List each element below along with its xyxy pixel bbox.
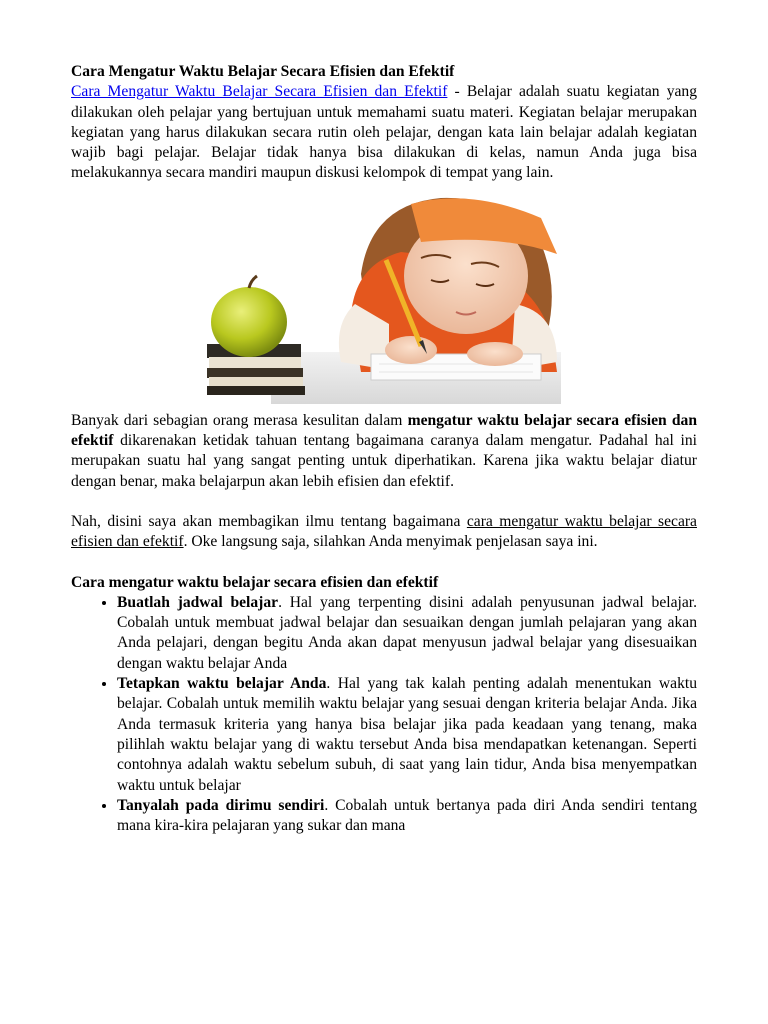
tip-title: Tanyalah pada dirimu sendiri: [117, 796, 325, 814]
tips-subheading: Cara mengatur waktu belajar secara efisien dan efektif: [71, 573, 439, 591]
tip-text: . Hal yang terpenting disini adalah penyusunan jadwal belajar. Cobalah untuk membuat jadwal belajar dan sesuaikan dengan jumlah pelajaran yang akan Anda pelajari, dengan begitu Anda akan dapat menyusun jadwal belajar yang disesuaikan dengan waktu belajar Anda: [117, 593, 697, 672]
list-item: [117, 796, 697, 837]
para3-text-start: Nah, disini saya akan membagikan ilmu tentang bagaimana: [71, 512, 467, 530]
para2-text-end: dikarenakan ketidak tahuan tentang bagaimana caranya dalam mengatur. Padahal hal ini merupakan suatu hal yang sangat penting untuk diperhatikan. Karena jika waktu belajar diatur dengan benar, maka belajarpun akan lebih efisien dan efektif.: [71, 432, 697, 490]
paragraph-difficulty: [71, 411, 697, 492]
intro-paragraph: [71, 82, 697, 183]
article-body: [71, 62, 697, 836]
tip-title: Tetapkan waktu belajar Anda: [117, 675, 327, 693]
paragraph-intro-tips: [71, 512, 697, 553]
tips-list: [71, 593, 697, 837]
tip-text: . Cobalah untuk bertanya pada diri Anda sendiri tentang mana kira-kira pelajaran yang sukar dan mana: [117, 796, 697, 835]
list-item: [117, 674, 697, 796]
girl-studying-with-apple-and-books-illustration: [71, 194, 697, 406]
girl-studying-illustration: [71, 194, 697, 406]
list-item: [117, 593, 697, 674]
intro-text: - Belajar adalah suatu kegiatan yang dilakukan oleh pelajar yang bertujuan untuk memahami suatu materi. Kegiatan belajar merupakan kegiatan yang harus dilakukan secara rutin oleh pelajar, dengan kata lain belajar adalah kegiatan wajib bagi pelajar. Belajar tidak hanya bisa dilakukan di kelas, namun Anda juga bisa melakukannya secara mandiri maupun diskusi kelompok di tempat yang lain.: [71, 83, 698, 182]
article-link[interactable]: Cara Mengatur Waktu Belajar Secara Efisien dan Efektif: [71, 83, 448, 101]
tip-text: . Hal yang tak kalah penting adalah menentukan waktu belajar. Cobalah untuk memilih waktu belajar yang sesuai dengan kriteria belajar Anda. Jika Anda termasuk kriteria yang hanya bisa belajar jika pada keadaan yang tenang, maka pilihlah waktu belajar yang di waktu tersebut Anda bisa mendapatkan ketenangan. Seperti contohnya adalah waktu sebelum subuh, di saat yang lain tidur, Anda bisa menyempatkan waktu untuk belajar: [117, 675, 697, 794]
cara-mengatur-link[interactable]: cara mengatur waktu belajar secara efisien dan efektif: [71, 512, 697, 551]
article-title: Cara Mengatur Waktu Belajar Secara Efisien dan Efektif: [71, 63, 455, 80]
tip-title: Buatlah jadwal belajar: [117, 593, 279, 611]
para2-text-start: Banyak dari sebagian orang merasa kesulitan dalam: [71, 411, 408, 429]
para2-bold-phrase: mengatur waktu belajar secara efisien dan efektif: [71, 411, 697, 450]
para3-text-end: . Oke langsung saja, silahkan Anda menyimak penjelasan saya ini.: [183, 533, 598, 551]
